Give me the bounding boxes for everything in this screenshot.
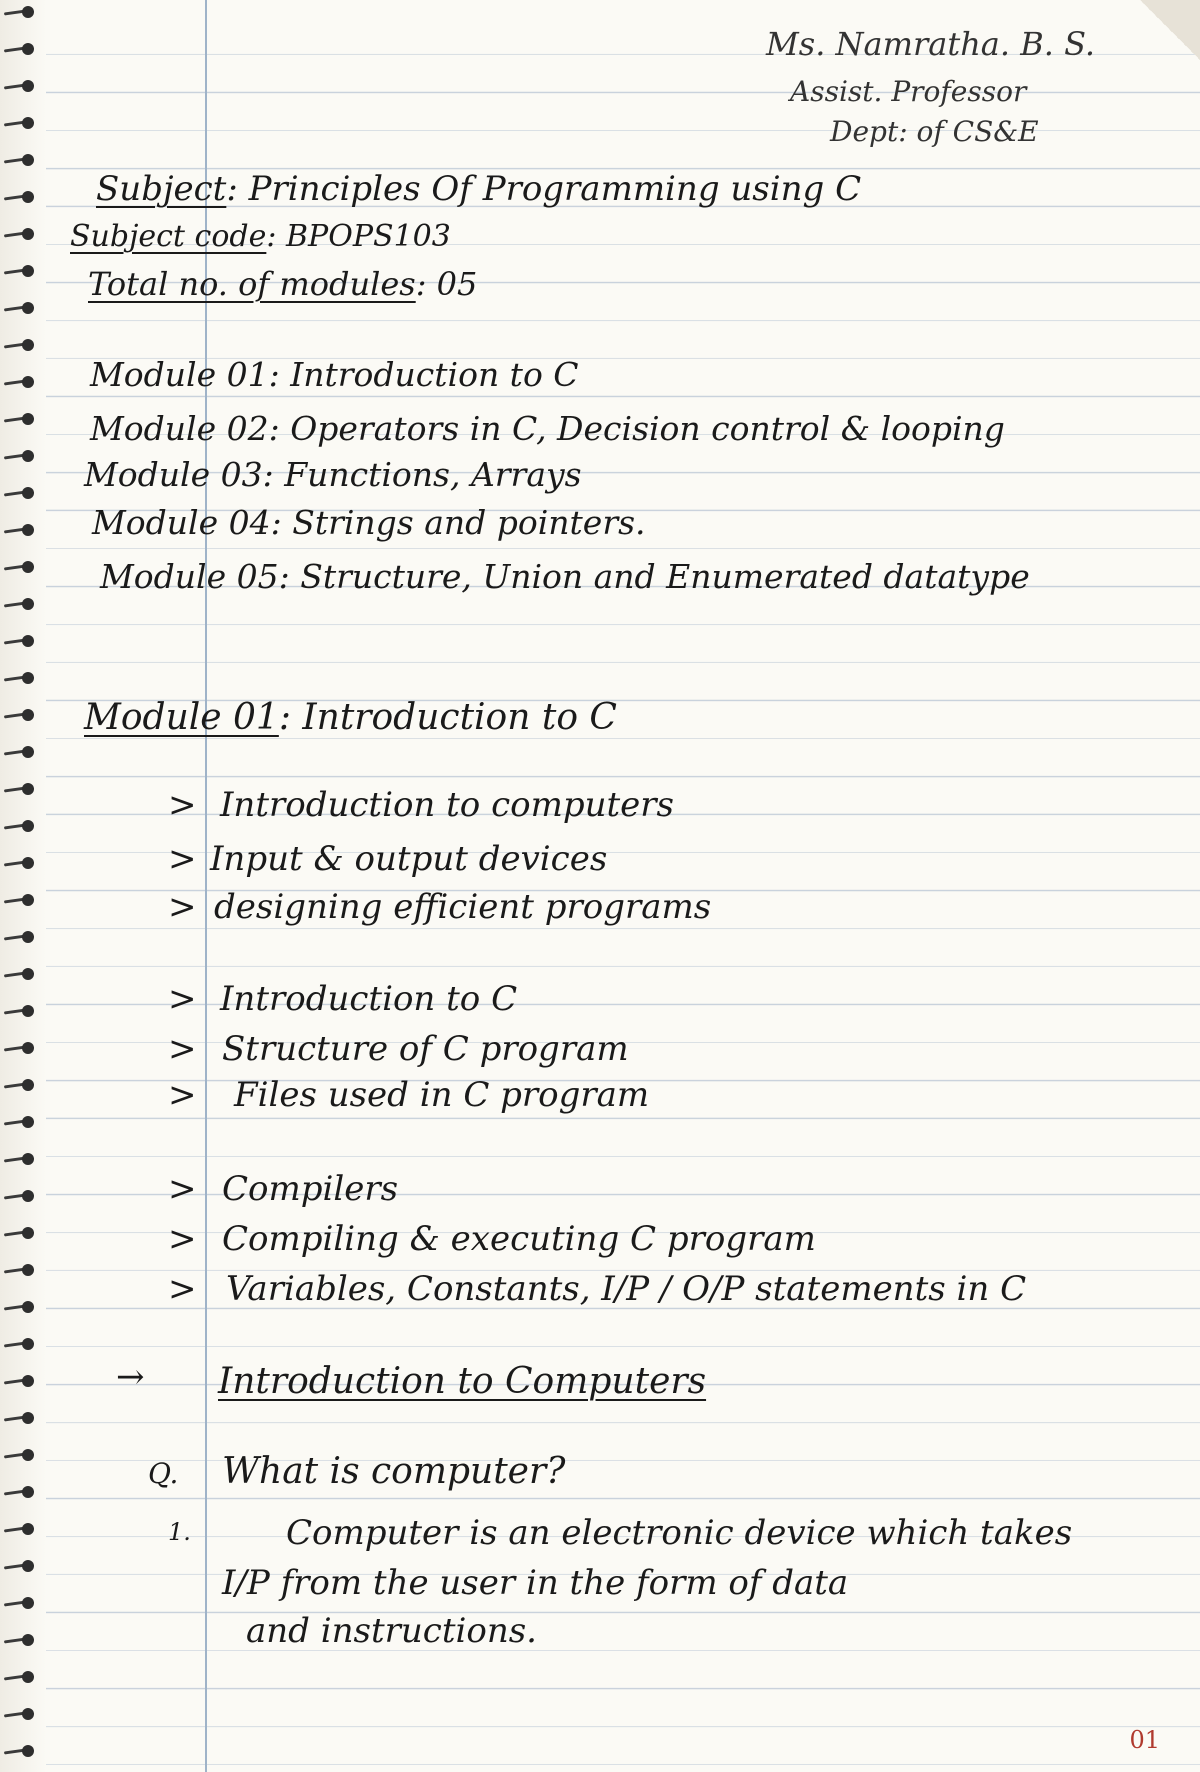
spiral-ring bbox=[4, 413, 34, 425]
spiral-ring bbox=[4, 1745, 34, 1757]
section-heading-label: Module 01 bbox=[84, 697, 279, 738]
topic-item: designing efficient programs bbox=[214, 887, 712, 927]
spiral-ring bbox=[4, 709, 34, 721]
module-item: Module 04: Strings and pointers. bbox=[92, 503, 646, 542]
spiral-ring bbox=[4, 1486, 34, 1498]
spiral-ring bbox=[4, 524, 34, 536]
answer-line: and instructions. bbox=[246, 1611, 537, 1651]
subject-line bbox=[96, 169, 862, 209]
spiral-ring bbox=[4, 450, 34, 462]
answer-line: Computer is an electronic device which takes bbox=[286, 1513, 1073, 1553]
author-designation: Assist. Professor bbox=[790, 75, 1027, 108]
modules-count-line bbox=[88, 265, 478, 303]
topic-item: Structure of C program bbox=[222, 1029, 629, 1069]
spiral-ring bbox=[4, 302, 34, 314]
spiral-ring bbox=[4, 1190, 34, 1202]
spiral-ring bbox=[4, 1264, 34, 1276]
spiral-ring bbox=[4, 228, 34, 240]
spiral-ring bbox=[4, 80, 34, 92]
author-department: Dept: of CS&E bbox=[830, 115, 1039, 148]
spiral-ring bbox=[4, 191, 34, 203]
spiral-ring bbox=[4, 117, 34, 129]
spiral-ring bbox=[4, 1412, 34, 1424]
section-heading bbox=[84, 697, 617, 738]
spiral-ring bbox=[4, 746, 34, 758]
topic-item: Introduction to C bbox=[220, 979, 518, 1019]
topic-item: Compiling & executing C program bbox=[222, 1219, 816, 1259]
spiral-ring bbox=[4, 1005, 34, 1017]
spiral-ring bbox=[4, 1634, 34, 1646]
spiral-ring bbox=[4, 1116, 34, 1128]
arrow-icon: → bbox=[116, 1357, 145, 1397]
spiral-ring bbox=[4, 1338, 34, 1350]
page-number: 01 bbox=[1129, 1726, 1160, 1754]
topic-item: Files used in C program bbox=[234, 1075, 650, 1115]
question-marker: Q. bbox=[148, 1457, 179, 1490]
subject-label: Subject bbox=[96, 169, 227, 209]
author-name: Ms. Namratha. B. S. bbox=[766, 25, 1096, 63]
spiral-ring bbox=[4, 1375, 34, 1387]
topic-item: Variables, Constants, I/P / O/P statements in C bbox=[226, 1269, 1027, 1309]
spiral-ring bbox=[4, 1079, 34, 1091]
topic-title: Introduction to Computers bbox=[218, 1361, 707, 1402]
spiral-ring bbox=[4, 598, 34, 610]
spiral-ring bbox=[4, 6, 34, 18]
spiral-ring bbox=[4, 672, 34, 684]
bullet-marker: > bbox=[168, 1269, 197, 1309]
spiral-ring bbox=[4, 931, 34, 943]
answer-line: I/P from the user in the form of data bbox=[222, 1563, 849, 1603]
spiral-ring bbox=[4, 1523, 34, 1535]
bullet-marker: > bbox=[168, 785, 197, 825]
spiral-ring bbox=[4, 1153, 34, 1165]
spiral-ring bbox=[4, 1449, 34, 1461]
answer-marker: 1. bbox=[168, 1518, 191, 1546]
spiral-ring bbox=[4, 783, 34, 795]
spiral-ring bbox=[4, 1708, 34, 1720]
subject-code-label: Subject code bbox=[70, 219, 267, 254]
modules-count-value: : 05 bbox=[415, 265, 478, 303]
spiral-ring bbox=[4, 1301, 34, 1313]
spiral-ring bbox=[4, 265, 34, 277]
spiral-ring bbox=[4, 857, 34, 869]
spiral-ring bbox=[4, 487, 34, 499]
spiral-ring bbox=[4, 43, 34, 55]
bullet-marker: > bbox=[168, 887, 197, 927]
module-item: Module 02: Operators in C, Decision control & looping bbox=[90, 409, 1005, 448]
spiral-ring bbox=[4, 376, 34, 388]
topic-item: Compilers bbox=[222, 1169, 399, 1209]
module-item: Module 03: Functions, Arrays bbox=[84, 455, 582, 494]
spiral-ring bbox=[4, 1560, 34, 1572]
spiral-ring bbox=[4, 968, 34, 980]
modules-count-label: Total no. of modules bbox=[88, 265, 416, 303]
section-heading-value: : Introduction to C bbox=[278, 697, 617, 738]
question-text: What is computer? bbox=[222, 1451, 566, 1492]
bullet-marker: > bbox=[168, 1075, 197, 1115]
module-item: Module 05: Structure, Union and Enumerated datatype bbox=[100, 557, 1030, 596]
bullet-marker: > bbox=[168, 1219, 197, 1259]
spiral-ring bbox=[4, 1671, 34, 1683]
page-corner bbox=[1140, 0, 1200, 60]
spiral-ring bbox=[4, 339, 34, 351]
subject-code-value: : BPOPS103 bbox=[266, 219, 451, 254]
bullet-marker: > bbox=[168, 1029, 197, 1069]
spiral-ring bbox=[4, 1042, 34, 1054]
spiral-ring bbox=[4, 1227, 34, 1239]
subject-code-line bbox=[70, 219, 451, 254]
bullet-marker: > bbox=[168, 839, 197, 879]
spiral-ring bbox=[4, 820, 34, 832]
module-item: Module 01: Introduction to C bbox=[90, 355, 579, 394]
subject-value: : Principles Of Programming using C bbox=[226, 169, 862, 209]
spiral-ring bbox=[4, 894, 34, 906]
spiral-binding bbox=[0, 0, 46, 1772]
spiral-ring bbox=[4, 635, 34, 647]
topic-item: Input & output devices bbox=[210, 839, 608, 879]
topic-item: Introduction to computers bbox=[220, 785, 674, 825]
spiral-ring bbox=[4, 561, 34, 573]
spiral-ring bbox=[4, 1597, 34, 1609]
bullet-marker: > bbox=[168, 979, 197, 1019]
spiral-ring bbox=[4, 154, 34, 166]
bullet-marker: > bbox=[168, 1169, 197, 1209]
